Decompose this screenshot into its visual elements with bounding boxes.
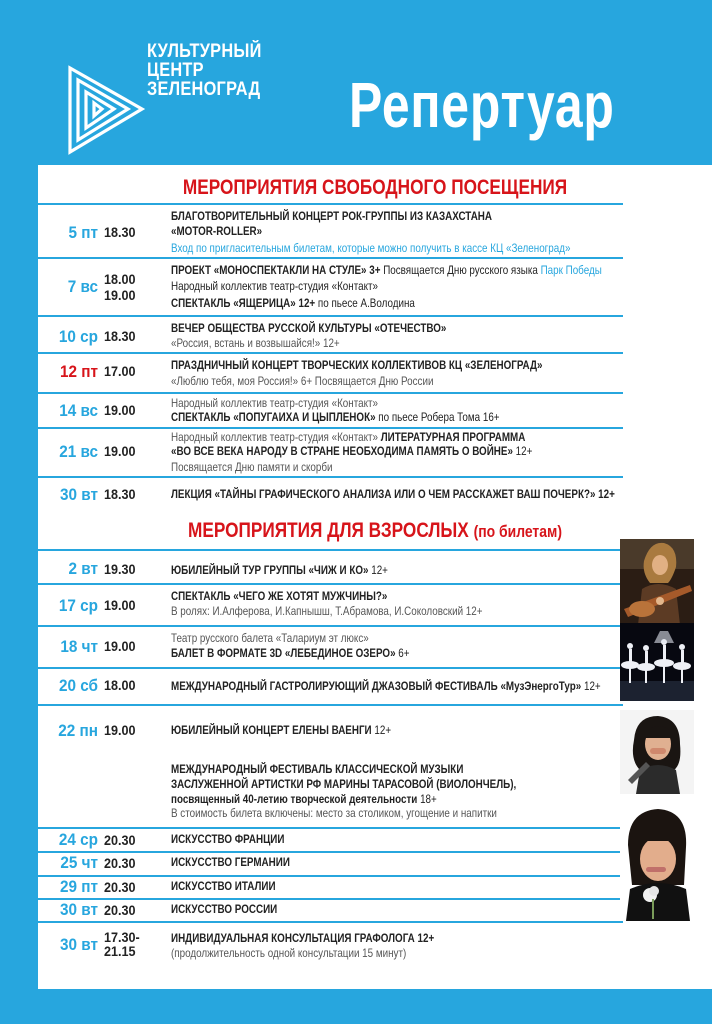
event-row [38, 923, 623, 963]
festival-block [38, 762, 623, 822]
event-title: ИСКУССТВО ФРАНЦИИ [171, 832, 285, 846]
event-day: 30 вт [60, 900, 98, 919]
event-title: ПРОЕКТ «МОНОСПЕКТАКЛИ НА СТУЛЕ» 3+ [171, 263, 381, 277]
event-title: ВЕЧЕР ОБЩЕСТВА РУССКОЙ КУЛЬТУРЫ «ОТЕЧЕСТВО» [171, 321, 447, 335]
festival-title: МЕЖДУНАРОДНЫЙ ФЕСТИВАЛЬ КЛАССИЧЕСКОЙ МУЗЫКИ [171, 762, 464, 776]
event-row [38, 259, 623, 313]
event-title: «ВО ВСЕ ВЕКА НАРОДУ В СТРАНЕ НЕОБХОДИМА ПАМЯТЬ О ВОЙНЕ» [171, 444, 513, 458]
event-venue: Парк Победы [540, 263, 602, 277]
event-time: 17.30- [104, 929, 140, 945]
event-time: 18.30 [104, 486, 136, 502]
event-row [38, 317, 623, 355]
event-row [38, 829, 623, 851]
event-row [38, 853, 623, 875]
event-performer: Народный коллектив театр-студия «Контакт» [171, 396, 378, 410]
event-row [38, 900, 623, 922]
event-time: 19.00 [104, 402, 136, 418]
event-time: 20.30 [104, 855, 136, 871]
event-title: ЛЕКЦИЯ «ТАЙНЫ ГРАФИЧЕСКОГО АНАЛИЗА ИЛИ О ЧЕМ РАССКАЖЕТ ВАШ ПОЧЕРК?» 12+ [171, 487, 615, 501]
event-performer: Народный коллектив театр-студия «Контакт» [171, 279, 378, 293]
event-time: 19.00 [104, 597, 136, 613]
section-title-adult [99, 519, 652, 544]
event-time: 20.30 [104, 902, 136, 918]
event-time: 19.00 [104, 638, 136, 654]
event-title: БЛАГОТВОРИТЕЛЬНЫЙ КОНЦЕРТ РОК-ГРУППЫ ИЗ КАЗАХСТАНА [171, 209, 493, 223]
event-title: ПРАЗДНИЧНЫЙ КОНЦЕРТ ТВОРЧЕСКИХ КОЛЛЕКТИВОВ КЦ «ЗЕЛЕНОГРАД» [171, 358, 543, 372]
festival-title: ЗАСЛУЖЕННОЙ АРТИСТКИ РФ МАРИНЫ ТАРАСОВОЙ (ВИОЛОНЧЕЛЬ), [171, 777, 517, 791]
festival-note: В стоимость билета включены: место за столиком, угощение и напитки [171, 806, 497, 820]
event-note: «Россия, встань и возвышайся!» 12+ [171, 336, 340, 350]
event-title: ИНДИВИДУАЛЬНАЯ КОНСУЛЬТАЦИЯ ГРАФОЛОГА 12+ [171, 931, 435, 945]
event-day: 2 вт [68, 559, 98, 578]
event-note: 12+ [583, 679, 601, 693]
logo-play-icon [64, 58, 146, 160]
event-title: ИСКУССТВО ГЕРМАНИИ [171, 855, 290, 869]
logo-line-3: ЗЕЛЕНОГРАД [147, 79, 261, 100]
event-title: МЕЖДУНАРОДНЫЙ ГАСТРОЛИРУЮЩИЙ ДЖАЗОВЫЙ ФЕСТИВАЛЬ «МузЭнергоТур» [171, 679, 582, 693]
event-title: ИСКУССТВО ИТАЛИИ [171, 879, 276, 893]
event-time: 18.00 [104, 271, 136, 287]
event-day: 30 вт [60, 935, 98, 954]
event-day: 21 вс [59, 442, 98, 461]
section-title-adult-text: МЕРОПРИЯТИЯ ДЛЯ ВЗРОСЛЫХ [188, 519, 469, 542]
event-note: Вход по пригласительным билетам, которые можно получить в кассе КЦ «Зеленоград» [171, 241, 571, 255]
event-day: 5 пт [68, 223, 98, 242]
event-day: 30 вт [60, 485, 98, 504]
event-time: 20.30 [104, 879, 136, 895]
schedule-panel [38, 165, 712, 989]
event-row [38, 627, 623, 667]
event-row [38, 394, 623, 428]
event-time: 19.00 [104, 443, 136, 459]
event-time: 18.00 [104, 677, 136, 693]
event-row [38, 478, 623, 514]
event-row [38, 877, 623, 899]
event-time: 20.30 [104, 832, 136, 848]
event-title: ЮБИЛЕЙНЫЙ ТУР ГРУППЫ «ЧИЖ И КО» [171, 563, 369, 577]
cellist-photo [620, 805, 694, 921]
event-time: 21.15 [104, 943, 136, 959]
ballet-photo [620, 623, 694, 701]
festival-subtitle: посвященный 40-летию творческой деятельности [171, 792, 418, 806]
event-row [38, 205, 623, 257]
event-time: 19.00 [104, 287, 136, 303]
event-title: СПЕКТАКЛЬ «ЯЩЕРИЦА» 12+ [171, 296, 316, 310]
event-note: по пьесе Робера Тома 16+ [378, 410, 500, 424]
event-note: 6+ [398, 646, 410, 660]
event-row [38, 585, 623, 623]
event-time: 18.30 [104, 328, 136, 344]
event-day: 14 вс [59, 401, 98, 420]
event-row [38, 429, 623, 479]
singer-photo [620, 710, 694, 794]
page-title: Репертуар [349, 69, 615, 141]
logo-line-1: КУЛЬТУРНЫЙ [147, 41, 262, 62]
event-title: «MOTOR-ROLLER» [171, 224, 263, 238]
event-title: СПЕКТАКЛЬ «ЧЕГО ЖЕ ХОТЯТ МУЖЧИНЫ?» [171, 589, 388, 603]
event-row [38, 669, 623, 705]
header [0, 0, 712, 165]
event-note: 12+ [371, 563, 388, 577]
event-title: СПЕКТАКЛЬ «ПОПУГАИХА И ЦЫПЛЕНОК» [171, 410, 376, 424]
event-note: (продолжительность одной консультации 15 минут) [171, 946, 407, 960]
logo-line-2: ЦЕНТР [147, 60, 204, 81]
event-title: ЮБИЛЕЙНЫЙ КОНЦЕРТ ЕЛЕНЫ ВАЕНГИ [171, 723, 372, 737]
guitarist-photo [620, 539, 694, 625]
event-time: 17.00 [104, 363, 136, 379]
section-title-free: МЕРОПРИЯТИЯ СВОБОДНОГО ПОСЕЩЕНИЯ [182, 176, 568, 199]
event-note: 12+ [374, 723, 392, 737]
logo-text [147, 42, 262, 99]
event-day: 24 ср [58, 830, 98, 849]
event-title: ЛИТЕРАТУРНАЯ ПРОГРАММА [380, 430, 526, 444]
event-note: Посвящается Дню русского языка [383, 263, 538, 277]
event-day: 22 пн [58, 721, 98, 740]
event-time: 18.30 [104, 224, 136, 240]
section-title-adult-sub: (по билетам) [473, 522, 562, 541]
event-day: 29 пт [59, 877, 98, 896]
event-day: 18 чт [60, 637, 98, 656]
event-row [38, 706, 623, 750]
event-day: 10 ср [58, 327, 98, 346]
event-performer: Народный коллектив театр-студия «Контакт» [171, 430, 378, 444]
event-title: ИСКУССТВО РОССИИ [171, 902, 278, 916]
event-note: Посвящается Дню памяти и скорби [171, 460, 333, 474]
event-performer: Театр русского балета «Талариум эт люкс» [171, 631, 369, 645]
event-row [38, 354, 623, 392]
event-note: «Люблю тебя, моя Россия!» 6+ Посвящается Дню России [171, 374, 434, 388]
event-cast: В ролях: И.Алферова, И.Капнышш, Т.Абрамова, И.Соколовский 12+ [171, 604, 483, 618]
event-time: 19.30 [104, 561, 136, 577]
event-note: по пьесе А.Володина [317, 296, 415, 310]
event-note: 12+ [515, 444, 533, 458]
event-row [38, 551, 623, 587]
event-day: 25 чт [60, 853, 98, 872]
event-day: 17 ср [58, 596, 98, 615]
event-day: 20 сб [58, 676, 98, 695]
event-time: 19.00 [104, 722, 136, 738]
event-title: БАЛЕТ В ФОРМАТЕ 3D «ЛЕБЕДИНОЕ ОЗЕРО» [171, 646, 396, 660]
event-day-holiday: 12 пт [59, 362, 98, 381]
event-day: 7 вс [67, 277, 98, 296]
event-note: 18+ [420, 792, 437, 806]
